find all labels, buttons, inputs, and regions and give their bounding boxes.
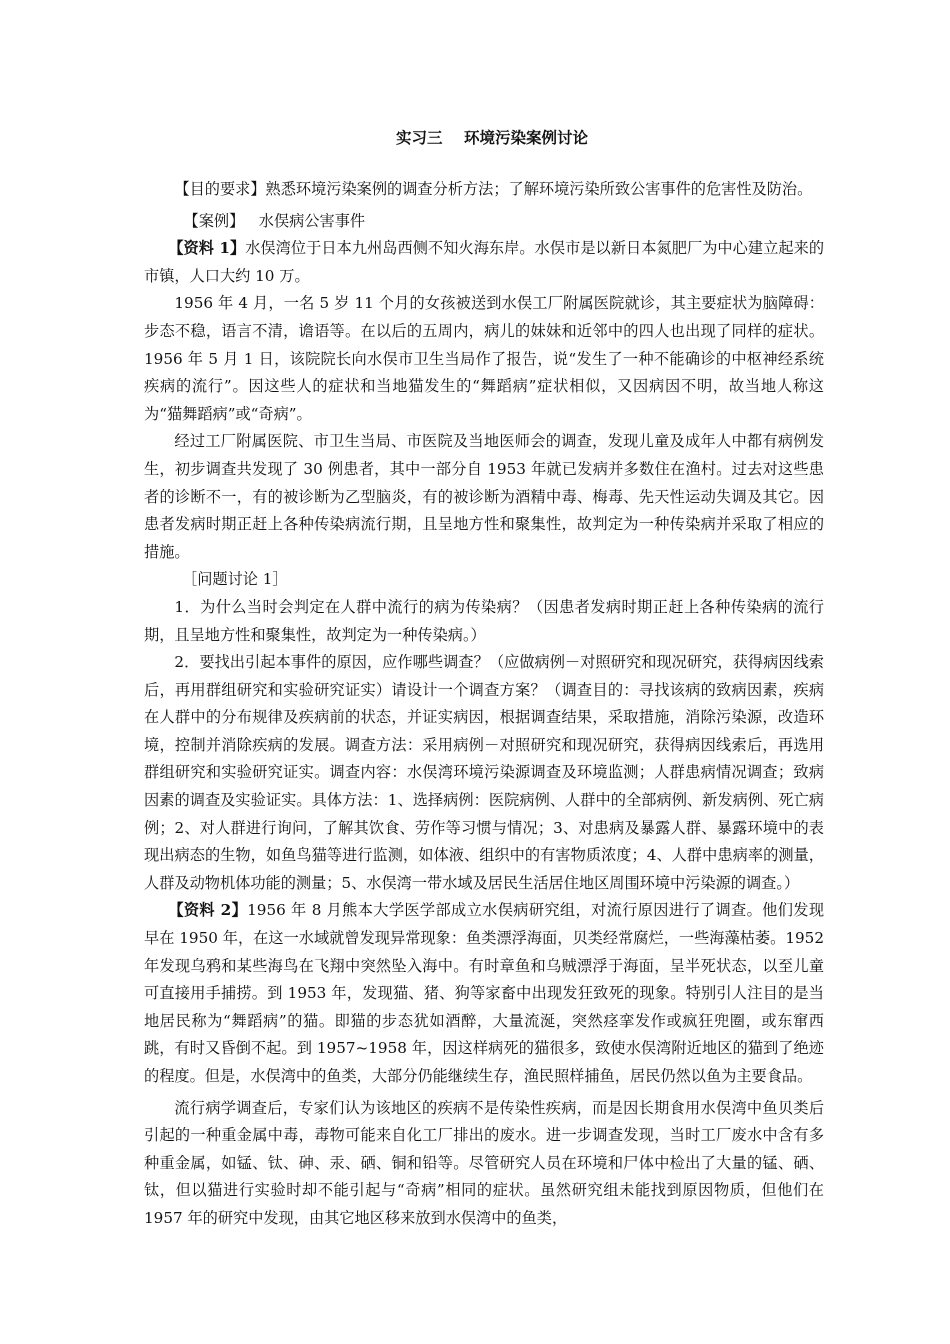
page-title: 实习三 环境污染案例讨论 — [395, 128, 589, 147]
case-label: 【案例】 — [183, 211, 245, 230]
material2-label: 【资料 2】 — [168, 901, 248, 920]
paragraph-3: 流行病学调查后，专家们认为该地区的疾病不是传染性疾病，而是因长期食用水俣湾中鱼贝类后引起的一种重金属中毒，毒物可能来自化工厂排出的废水。进一步调查发现，当时工厂废水中含有多种重金属，如锰、钛、砷、汞、硒、铜和铅等。尽管研究人员在环境和尸体中检出了大量的锰、硒、钛，但以猫进行实验时却不能引起与“奇病”相同的症状。虽然研究组未能找到原因物质，但他们在 1957 年的研究中发现，由其它地区移来放到水俣湾中的鱼类， — [144, 1098, 824, 1227]
discussion1-label: ［问题讨论 1］ — [182, 570, 288, 589]
case-text: 水俣病公害事件 — [258, 211, 366, 230]
purpose-text: 熟悉环境污染案例的调查分析方法；了解环境污染所致公害事件的危害性及防治。 — [265, 180, 813, 198]
question-1: 1．为什么当时会判定在人群中流行的病为传染病？（因患者发病时期正赶上各种传染病的流行期，且呈地方性和聚集性，故判定为一种传染病。） — [144, 597, 824, 644]
material2-text: 1956 年 8 月熊本大学医学部成立水俣病研究组，对流行原因进行了调查。他们发现早在 1950 年，在这一水域就曾发现异常现象：鱼类漂浮海面，贝类经常腐烂，一些海藻枯萎。1952 年发现乌鸦和某些海鸟在飞翔中突然坠入海中。有时章鱼和乌贼漂浮于海面，呈半死状态，以至儿童可直接用手捕捞。到 1953 年，发现猫、猪、狗等家畜中出现发狂致死的现象。特别引人注目的是当地居民称为“舞蹈病”的猫。即猫的步态犹如酒醉，大量流涎，突然痉挛发作或疯狂兜圈，或东窜西跳，有时又昏倒不起。到 1957~1958 年，因这样病死的猫很多，致使水俣湾附近地区的猫到了绝迹的程度。但是，水俣湾中的鱼类，大部分仍能继续生存，渔民照样捕鱼，居民仍然以鱼为主要食品。 — [144, 901, 825, 1085]
paragraph-2: 经过工厂附属医院、市卫生当局、市医院及当地医师会的调查，发现儿童及成年人中都有病例发生，初步调查共发现了 30 例患者，其中一部分自 1953 年就已发病并多数住在渔村。过去对这些患者的诊断不一，有的被诊断为乙型脑炎，有的被诊断为酒精中毒、梅毒、先天性运动失调及其它。因患者发病时期正赶上各种传染病流行期，且呈地方性和聚集性，故判定为一种传染病并采取了相应的措施。 — [144, 432, 824, 561]
material1-paragraph — [144, 235, 824, 290]
material1-text: 水俣湾位于日本九州岛西侧不知火海东岸。水俣市是以新日本氮肥厂为中心建立起来的市镇，人口大约 10 万。 — [144, 239, 825, 285]
document-body — [144, 176, 824, 1233]
material1-label: 【资料 1】 — [168, 239, 246, 258]
question-2-wrapper — [144, 649, 824, 897]
case-paragraph — [144, 208, 824, 236]
purpose-paragraph — [144, 176, 824, 204]
material2-paragraph — [144, 897, 824, 1090]
question-2: 2．要找出引起本事件的原因，应作哪些调查？（应做病例－对照研究和现况研究，获得病因线索后，再用群组研究和实验研究证实）请设计一个调查方案？（调查目的：寻找该病的致病因素，疾病在人群中的分布规律及疾病前的状态，并证实病因，根据调查结果，采取措施，消除污染源，改造环境，控制并消除疾病的发展。调查方法：采用病例－对照研究和现况研究，获得病因线索后，再选用群组研究和实验研究证实。调查内容：水俣湾环境污染源调查及环境监测；人群患病情况调查；致病因素的调查及实验证实。具体方法：1、选择病例：医院病例、人群中的全部病例、新发病例、死亡病例；2、对人群进行询问，了解其饮食、劳作等习惯与情况；3、对患病及暴露人群、暴露环境中的表现出病态的生物，如鱼鸟猫等进行监测，如体液、组织中的有害物质浓度；4、人群中患病率的测量，人群及动物机体功能的测量；5、水俣湾一带水域及居民生活居住地区周围环境中污染源的调查。） — [144, 653, 824, 892]
purpose-label: 【目的要求】 — [174, 180, 266, 198]
paragraph-1: 1956 年 4 月，一名 5 岁 11 个月的女孩被送到水俣工厂附属医院就诊，其主要症状为脑障碍：步态不稳，语言不清，谵语等。在以后的五周内，病儿的妹妹和近邻中的四人也出现了同样的症状。1956 年 5 月 1 日，该院院长向水俣市卫生当局作了报告，说“发生了一种不能确诊的中枢神经系统疾病的流行”。因这些人的症状和当地猫发生的“舞蹈病”症状相似，又因病因不明，故当地人称这为“猫舞蹈病”或“奇病”。 — [144, 294, 824, 423]
